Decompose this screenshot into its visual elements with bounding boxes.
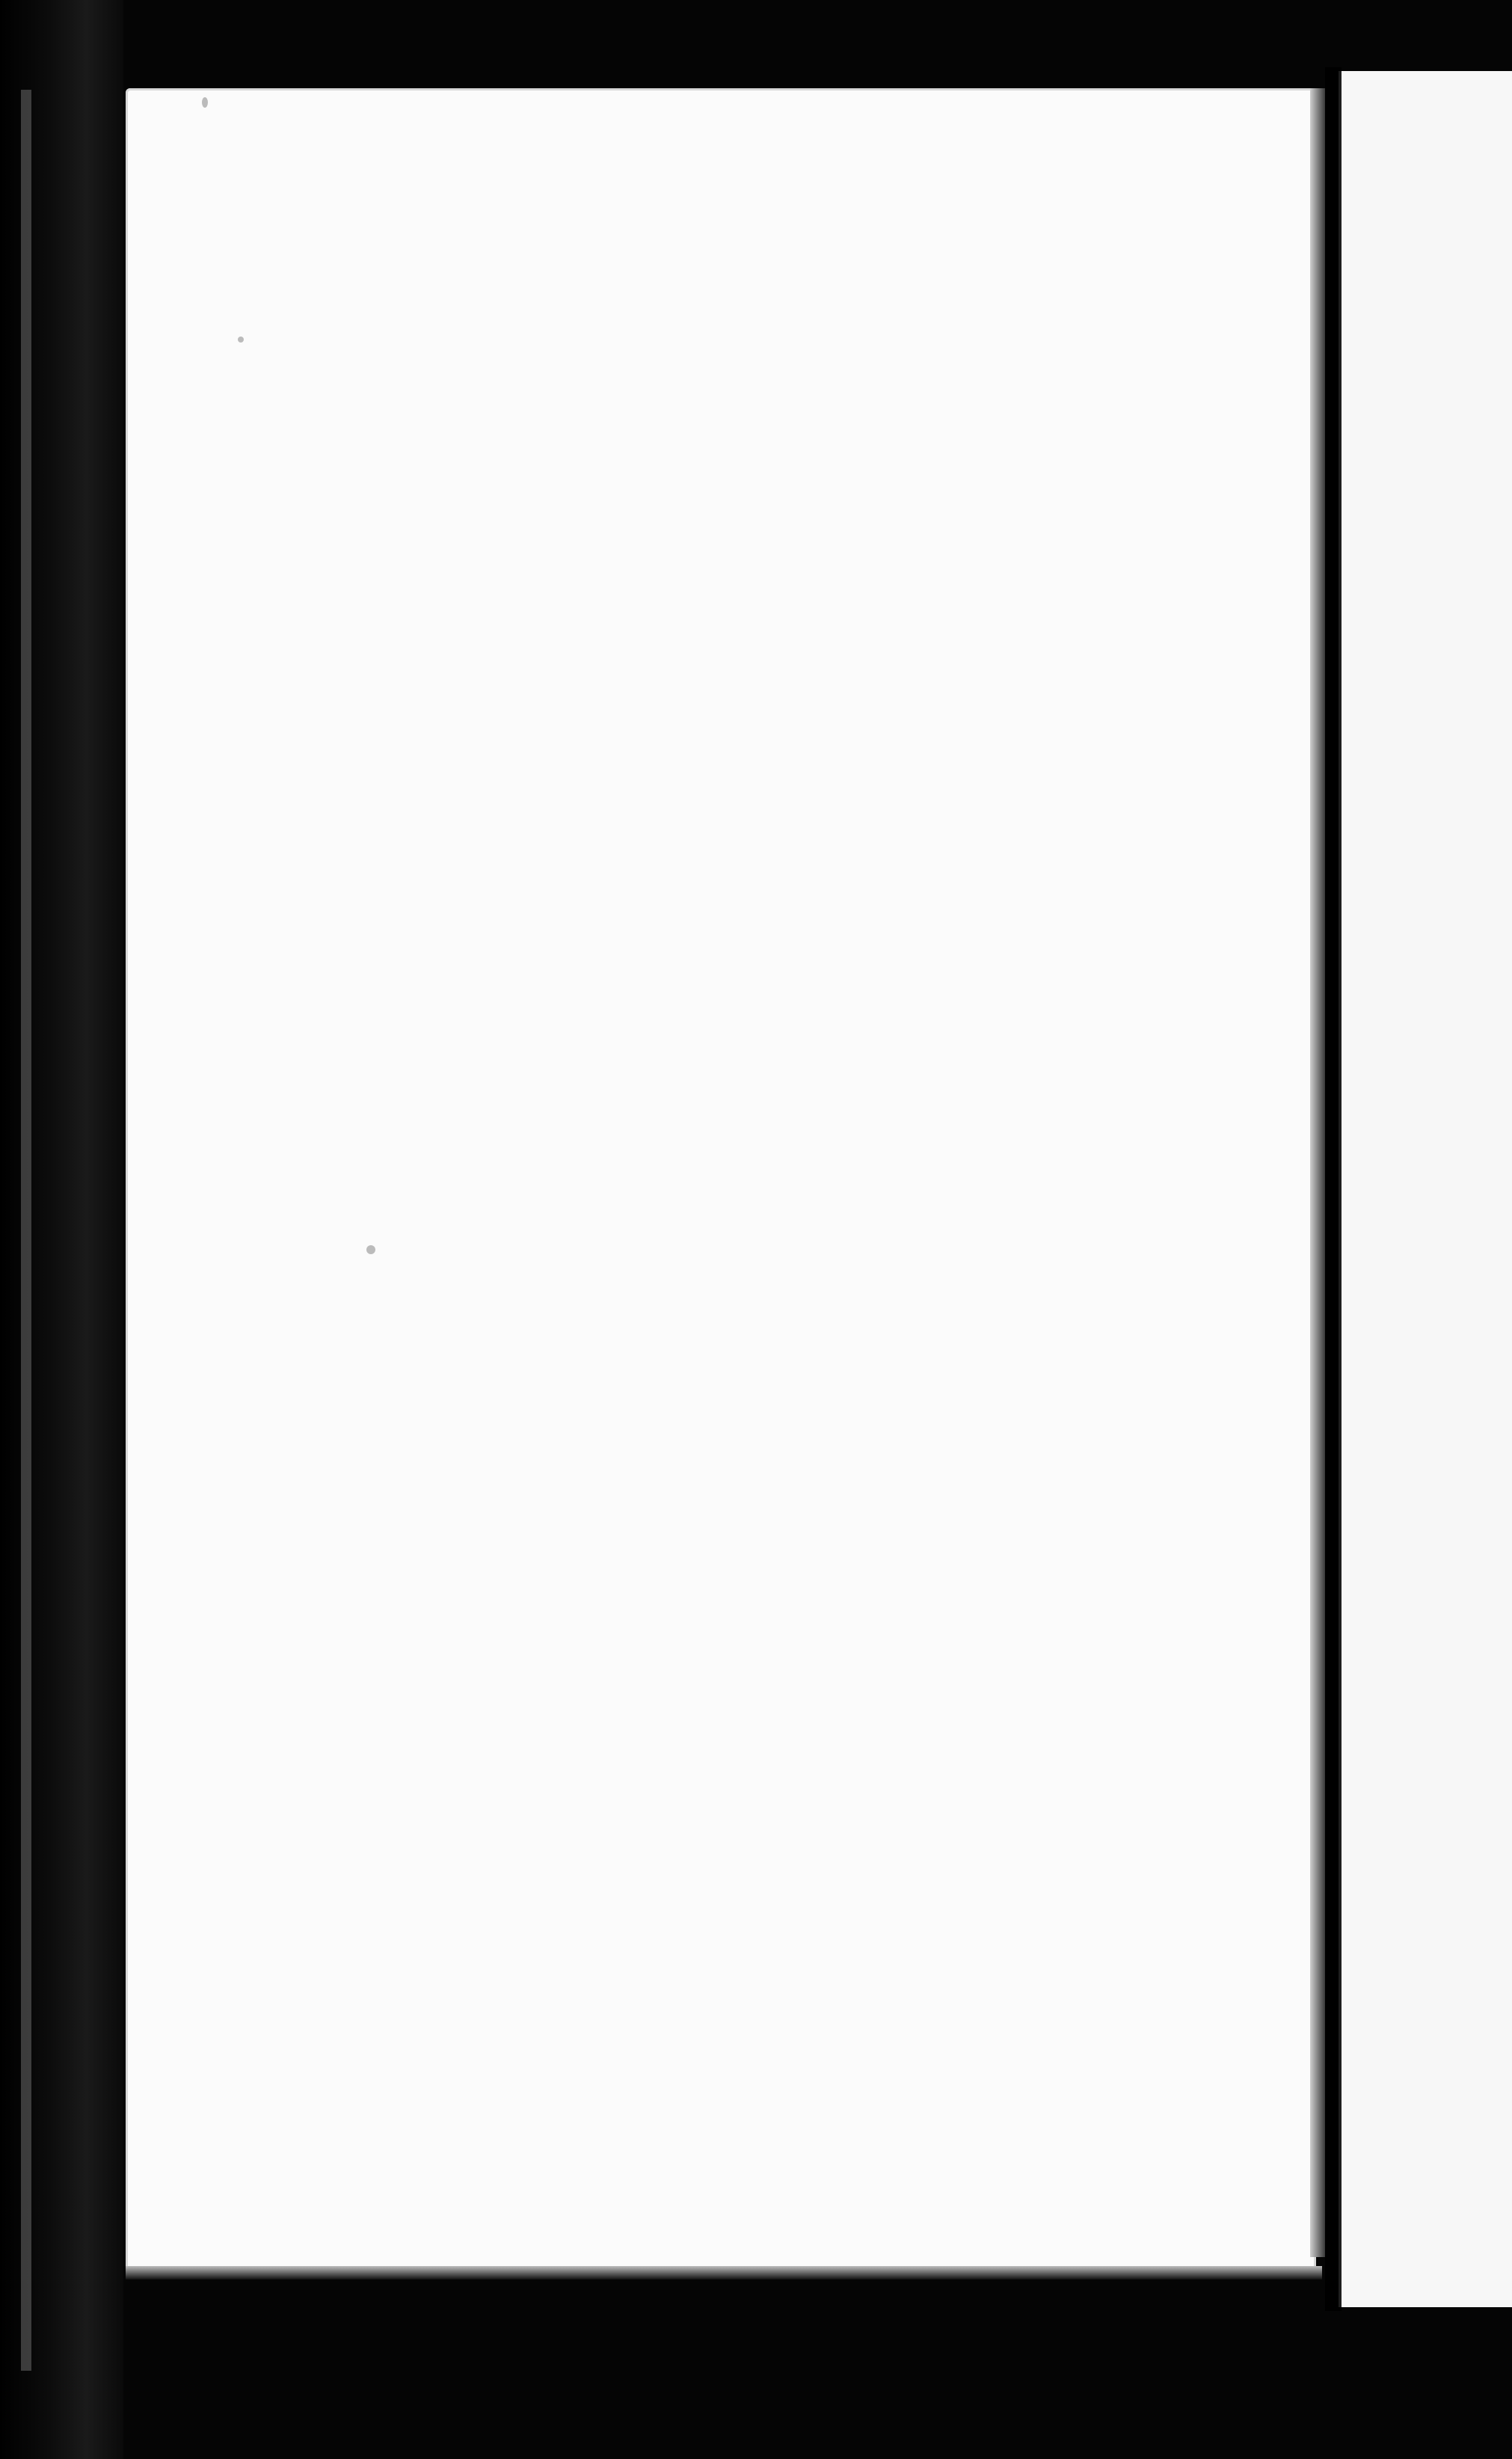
- text-line: [410, 357, 1277, 415]
- text-line: [410, 1619, 1277, 1677]
- text-line: [410, 472, 1277, 529]
- text-line: [410, 1505, 1277, 1562]
- text-line: [410, 702, 1277, 759]
- book-spine-edge: [0, 0, 123, 2459]
- text-line: [410, 1046, 1277, 1103]
- text-line: [410, 529, 1277, 587]
- page-edge-shadow: [1310, 88, 1327, 2257]
- text-line: [410, 931, 1277, 989]
- text-line: [410, 644, 1277, 702]
- text-line: [410, 1218, 1277, 1275]
- text-line: [410, 1906, 1277, 1964]
- text-line: [410, 817, 1277, 874]
- text-line: [410, 1390, 1277, 1447]
- text-line: [410, 1161, 1277, 1218]
- body-text: [410, 357, 1277, 1963]
- text-line: [410, 1275, 1277, 1333]
- facing-page: [1339, 71, 1512, 2307]
- ink-speck: [202, 97, 208, 108]
- text-line: [410, 1849, 1277, 1906]
- ink-speck: [238, 337, 244, 343]
- page-bottom-shadow: [126, 2266, 1322, 2280]
- text-line: [410, 1734, 1277, 1792]
- text-line: [410, 1103, 1277, 1161]
- text-line: [410, 1791, 1277, 1849]
- page-fold-line: [21, 90, 31, 2371]
- text-line: [410, 1447, 1277, 1505]
- text-line: [410, 1333, 1277, 1390]
- text-line: [410, 587, 1277, 645]
- ink-speck: [366, 1245, 375, 1254]
- text-line: [410, 1677, 1277, 1734]
- text-line: [410, 989, 1277, 1046]
- text-line: [410, 759, 1277, 817]
- text-line: [410, 415, 1277, 473]
- text-line: [410, 1562, 1277, 1619]
- text-line: [410, 874, 1277, 931]
